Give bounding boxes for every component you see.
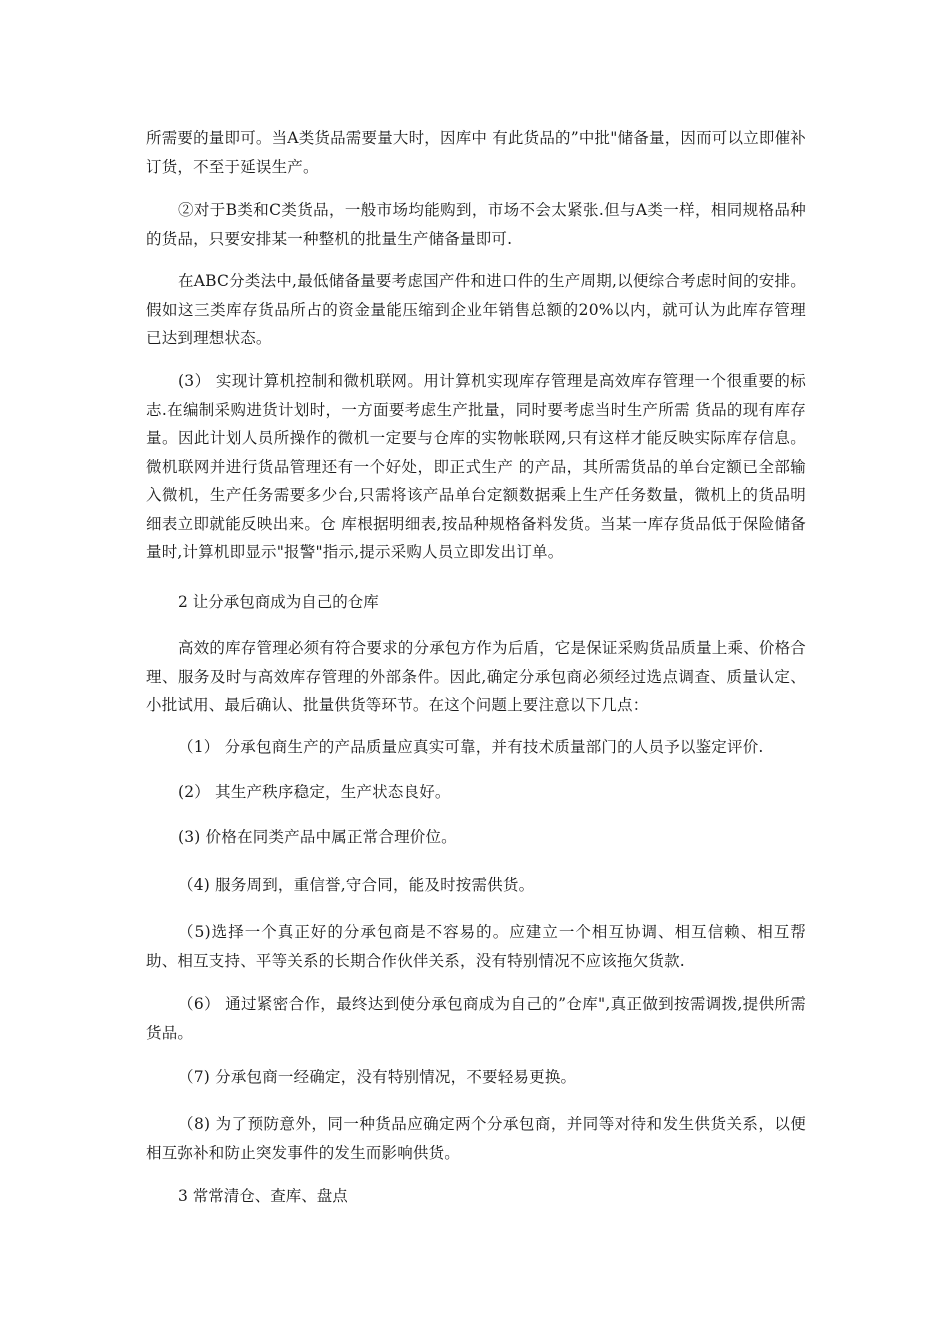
section-heading-3: 3 常常清仓、查库、盘点: [178, 1187, 348, 1205]
list-item-1: （1） 分承包商生产的产品质量应真实可靠，并有技术质量部门的人员予以鉴定评价.: [178, 738, 764, 756]
paragraph-computer-control: (3） 实现计算机控制和微机联网。用计算机实现库存管理是高效库存管理一个很重要的标志.在编制采购进货计划时，一方面要考虑生产批量，同时要考虑当时生产所需 货品的现有库存量。因此计划人员所操作的微机一定要与仓库的实物帐联网,只有这样才能反映实际库存信息。微机联网并进行货品管理还有一个好处，即正式生产 的产品，其所需货品的单台定额已全部输入微机，生产任务需要多少台,只需将该产品单台定额数据乘上生产任务数量，微机上的货品明细表立即就能反映出来。仓 库根据明细表,按品种规格备料发货。当某一库存货品低于保险储备量时,计算机即显示"报警"指示,提示采购人员立即发出订单。: [146, 372, 806, 561]
paragraph-continuation: 所需要的量即可。当A类货品需要量大时，因库中 有此货品的”中批"储备量，因而可以立即催补订货，不至于延误生产。: [146, 129, 806, 176]
list-item-2: (2） 其生产秩序稳定，生产状态良好。: [178, 783, 451, 801]
list-item-6: （6） 通过紧密合作，最终达到使分承包商成为自己的”仓库",真正做到按需调拨,提供所需货品。: [146, 995, 806, 1042]
list-item-8: （8) 为了预防意外，同一种货品应确定两个分承包商，并同等对待和发生供货关系，以便相互弥补和防止突发事件的发生而影响供货。: [146, 1115, 806, 1162]
section-heading-2: 2 让分承包商成为自己的仓库: [178, 593, 379, 611]
paragraph-abc-method: 在ABC分类法中,最低储备量要考虑国产件和进口件的生产周期,以便综合考虑时间的安排。假如这三类库存货品所占的资金量能压缩到企业年销售总额的20%以内，就可认为此库存管理已达到理想状态。: [146, 272, 806, 347]
list-item-4: （4) 服务周到，重信誉,守合同，能及时按需供货。: [178, 876, 535, 894]
paragraph-subcontractor-intro: 高效的库存管理必须有符合要求的分承包方作为后盾，它是保证采购货品质量上乘、价格合理、服务及时与高效库存管理的外部条件。因此,确定分承包商必须经过选点调查、质量认定、小批试用、最后确认、批量供货等环节。在这个问题上要注意以下几点：: [146, 639, 807, 714]
paragraph-bc-goods: ②对于B类和C类货品，一般市场均能购到，市场不会太紧张.但与A类一样，相同规格品种的货品，只要安排某一种整机的批量生产储备量即可.: [146, 201, 806, 248]
list-item-7: （7) 分承包商一经确定，没有特别情况，不要轻易更换。: [178, 1068, 577, 1086]
list-item-5: （5)选择一个真正好的分承包商是不容易的。应建立一个相互协调、相互信赖、相互帮助、相互支持、平等关系的长期合作伙伴关系，没有特别情况不应该拖欠货款.: [146, 923, 806, 970]
list-item-3: (3) 价格在同类产品中属正常合理价位。: [178, 828, 457, 846]
